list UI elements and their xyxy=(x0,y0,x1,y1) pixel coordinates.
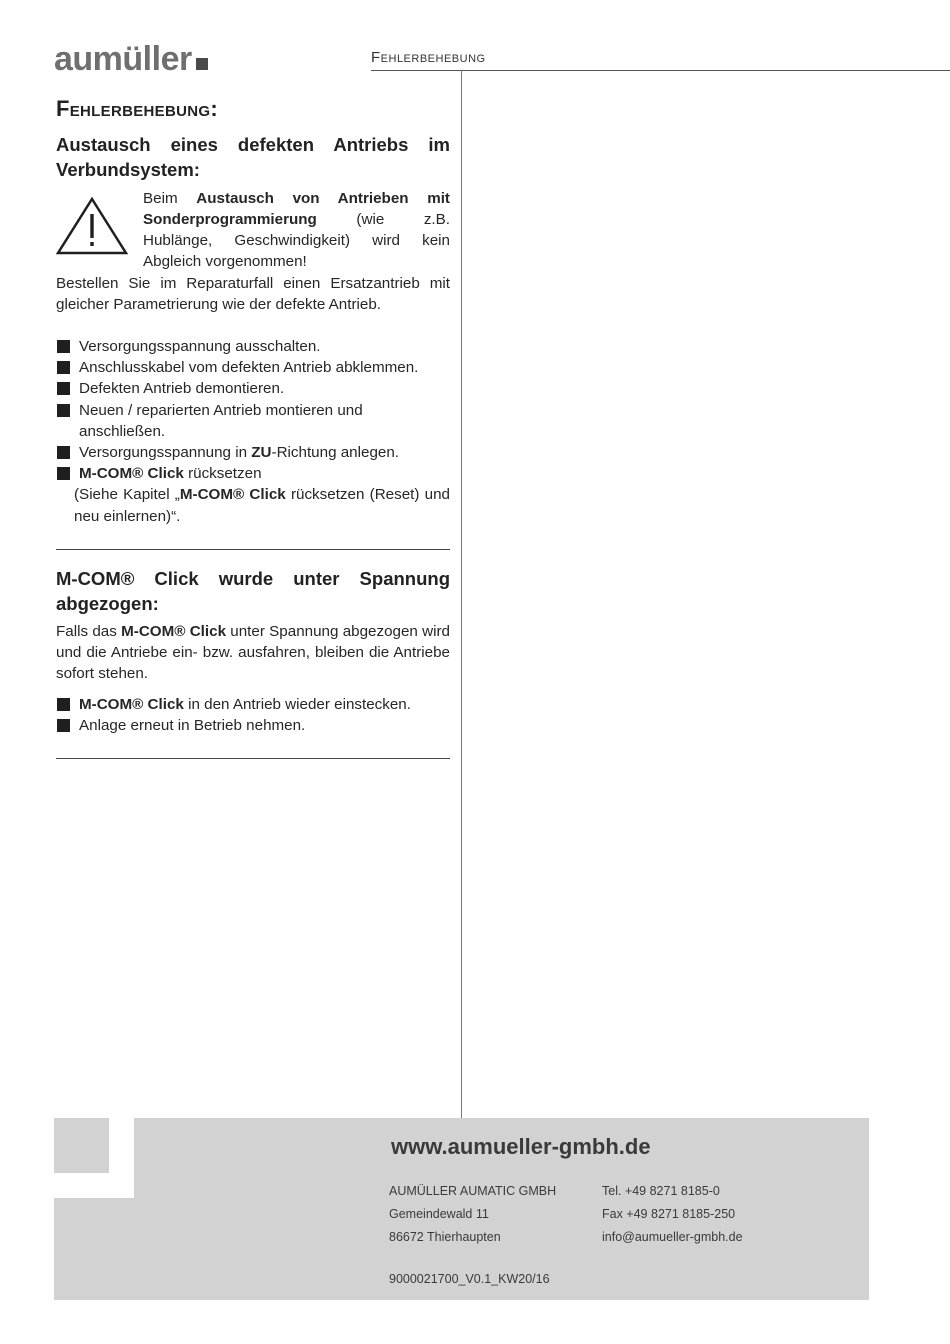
bullet-square-icon xyxy=(57,382,70,395)
logo-square-icon xyxy=(196,58,208,70)
footer-website-link[interactable]: www.aumueller-gmbh.de xyxy=(391,1134,651,1159)
bullet-square-icon xyxy=(57,719,70,732)
section2-steps xyxy=(56,694,450,736)
reset-reference-note: (Siehe Kapitel „M-COM® Click rücksetzen (Reset) und neu einlernen)“. xyxy=(74,486,450,525)
header-rule xyxy=(371,70,950,71)
section1-steps xyxy=(56,336,450,527)
footer-fax: Fax +49 8271 8185-250 xyxy=(602,1207,736,1221)
section-divider xyxy=(56,758,450,759)
bullet-square-icon xyxy=(57,446,70,459)
bullet-square-icon xyxy=(57,467,70,480)
brand-logo-text: aumüller xyxy=(54,40,192,78)
section1-paragraph: Bestellen Sie im Reparaturfall einen Ersatzantrieb mit gleicher Parametrierung wie der defekte Antrieb. xyxy=(56,275,450,313)
footer-city: 86672 Thierhaupten xyxy=(389,1230,501,1244)
section2-heading: M-COM® Click wurde unter Spannung abgezogen: xyxy=(56,568,450,614)
bullet-square-icon xyxy=(57,404,70,417)
footer-street: Gemeindewald 11 xyxy=(389,1207,489,1221)
column-divider xyxy=(461,70,462,1118)
brand-logo xyxy=(54,40,208,79)
footer-corner-square xyxy=(54,1118,109,1173)
section1-heading: Austausch eines defekten Antriebs im Verbundsystem: xyxy=(56,134,450,180)
bullet-square-icon xyxy=(57,340,70,353)
warning-emphasis: Austausch von Antrieben mit Sonderprogrammierung xyxy=(143,190,450,228)
warning-triangle-icon xyxy=(56,196,128,256)
list-item: Defekten Antrieb demontieren. xyxy=(56,378,450,399)
list-item: Versorgungsspannung ausschalten. xyxy=(56,336,450,357)
footer-email[interactable]: info@aumueller-gmbh.de xyxy=(602,1230,743,1244)
list-item: M-COM® Click rücksetzen xyxy=(56,463,450,484)
list-item: M-COM® Click in den Antrieb wieder einstecken. xyxy=(56,694,450,715)
warning-text: Beim Austausch von Antrieben mit Sonderprogrammierung (wie z.B. Hublänge, Geschwindigkeit) wird kein Abgleich vorgenommen! xyxy=(143,190,450,270)
list-item: Anschlusskabel vom defekten Antrieb abklemmen. xyxy=(56,357,450,378)
section-divider xyxy=(56,549,450,550)
footer-tel: Tel. +49 8271 8185-0 xyxy=(602,1184,720,1198)
footer-company: AUMÜLLER AUMATIC GMBH xyxy=(389,1184,557,1198)
list-item: Anlage erneut in Betrieb nehmen. xyxy=(56,715,450,736)
list-item: Versorgungsspannung in ZU-Richtung anlegen. xyxy=(56,442,450,463)
running-header-title: Fehlerbehebung xyxy=(371,49,486,66)
list-item: Neuen / reparierten Antrieb montieren und anschließen. xyxy=(56,400,450,442)
bullet-square-icon xyxy=(57,361,70,374)
bullet-square-icon xyxy=(57,698,70,711)
section2-paragraph: Falls das M-COM® Click unter Spannung abgezogen wird und die Antriebe ein- bzw. ausfahren, bleiben die Antriebe sofort stehen. xyxy=(56,623,450,682)
footer-document-id: 9000021700_V0.1_KW20/16 xyxy=(389,1272,550,1286)
section-title: Fehlerbehebung: xyxy=(56,96,218,121)
